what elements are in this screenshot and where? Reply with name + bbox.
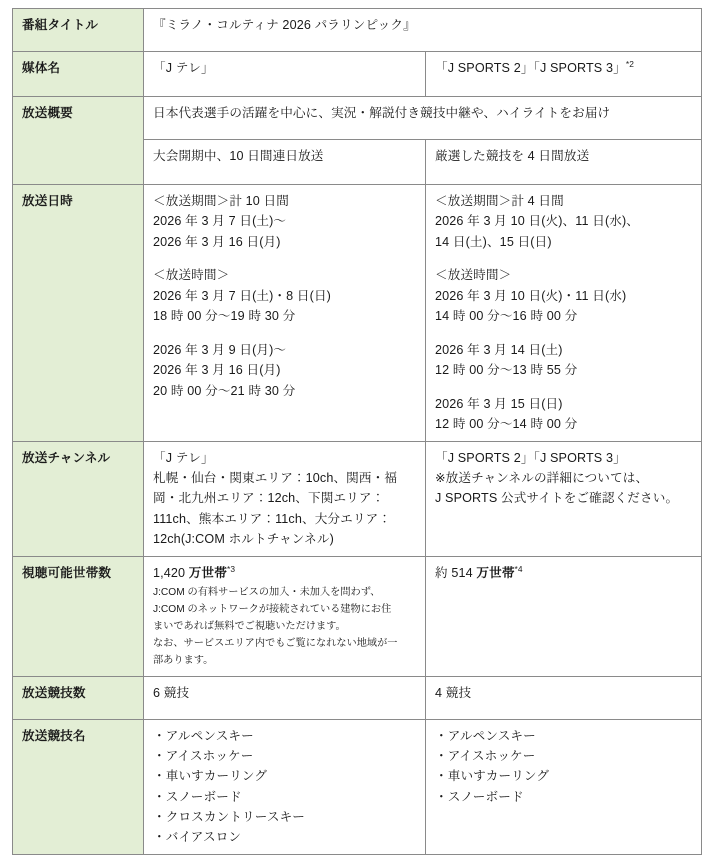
text-line: 2026 年 3 月 15 日(日) bbox=[435, 396, 563, 411]
cell-broadcast-channel-left bbox=[144, 441, 426, 556]
line-spacer bbox=[435, 327, 693, 340]
table-row-broadcast-channel bbox=[13, 441, 702, 556]
households-right-number: 約 514 bbox=[435, 565, 477, 580]
text-line: ・アルペンスキー bbox=[153, 728, 254, 743]
text-line: ・アルペンスキー bbox=[435, 728, 536, 743]
households-left-unit: 万世帯 bbox=[188, 565, 227, 580]
row-label-program-title: 番組タイトル bbox=[13, 9, 144, 52]
text-line: ・スノーボード bbox=[435, 789, 524, 804]
text-line: 岡・北九州エリア：12ch、下関エリア： bbox=[153, 491, 385, 506]
text-line: ＜放送時間＞ bbox=[153, 268, 230, 283]
table-row-broadcast-overview-top bbox=[13, 97, 702, 140]
footnote-marker-3: *3 bbox=[226, 563, 236, 574]
text-line: ・クロスカントリースキー bbox=[153, 810, 306, 825]
table-row-broadcast-datetime bbox=[13, 185, 702, 442]
text-line: 2026 年 3 月 16 日(月) bbox=[153, 234, 281, 249]
text-line: ・アイスホッケー bbox=[435, 748, 536, 763]
text-line: ※放送チャンネルの詳細については、 bbox=[435, 470, 649, 485]
line-spacer bbox=[153, 252, 417, 265]
cell-viewable-households-left bbox=[144, 556, 426, 676]
text-line: J SPORTS 公式サイトをご確認ください。 bbox=[435, 491, 679, 506]
row-label-media-name: 媒体名 bbox=[13, 52, 144, 97]
text-line: 20 時 00 分～21 時 30 分 bbox=[153, 383, 296, 398]
media-name-right-text: 「J SPORTS 2」「J SPORTS 3」 bbox=[435, 61, 626, 75]
households-right-unit: 万世帯 bbox=[476, 565, 515, 580]
row-label-broadcast-datetime: 放送日時 bbox=[13, 185, 144, 442]
table-row-sport-count bbox=[13, 676, 702, 719]
table-row-program-title bbox=[13, 9, 702, 52]
text-line: 12 時 00 分～14 時 00 分 bbox=[435, 417, 578, 432]
cell-sport-names-right bbox=[426, 719, 702, 854]
text-line: 12ch(J:COM ホルトチャンネル) bbox=[153, 532, 334, 547]
households-left-number: 1,420 bbox=[153, 565, 189, 580]
text-line: J:COM の有料サービスの加入・未加入を問わず、 bbox=[153, 586, 381, 598]
cell-broadcast-overview-headline: 日本代表選手の活躍を中心に、実況・解説付き競技中継や、ハイライトをお届け bbox=[144, 97, 702, 140]
cell-broadcast-overview-left: 大会開期中、10 日間連日放送 bbox=[144, 140, 426, 185]
cell-media-name-right bbox=[426, 52, 702, 97]
text-line: ＜放送時間＞ bbox=[435, 268, 512, 283]
text-line: 2026 年 3 月 10 日(火)、11 日(水)、 bbox=[435, 214, 640, 229]
row-label-broadcast-channel: 放送チャンネル bbox=[13, 441, 144, 556]
broadcast-spec-table bbox=[12, 8, 702, 855]
cell-broadcast-channel-right bbox=[426, 441, 702, 556]
text-line: ・スノーボード bbox=[153, 789, 242, 804]
text-line: 2026 年 3 月 10 日(火)・11 日(水) bbox=[435, 288, 627, 303]
line-spacer bbox=[153, 327, 417, 340]
cell-media-name-left: 「J テレ」 bbox=[144, 52, 426, 97]
text-line: ・車いすカーリング bbox=[153, 769, 268, 784]
text-line: J:COM のネットワークが接続されている建物にお住 bbox=[153, 603, 392, 615]
text-line: 14 日(土)、15 日(日) bbox=[435, 234, 552, 249]
text-line: ・アイスホッケー bbox=[153, 748, 254, 763]
text-line: 14 時 00 分～16 時 00 分 bbox=[435, 309, 578, 324]
line-spacer bbox=[435, 381, 693, 394]
text-line: 「J テレ」 bbox=[153, 450, 214, 465]
households-left-headline bbox=[153, 563, 417, 583]
table-row-sport-names bbox=[13, 719, 702, 854]
cell-broadcast-overview-right: 厳選した競技を 4 日間放送 bbox=[426, 140, 702, 185]
text-line: 2026 年 3 月 7 日(土)・8 日(日) bbox=[153, 288, 331, 303]
text-line: 部あります。 bbox=[153, 654, 214, 666]
row-label-sport-names: 放送競技名 bbox=[13, 719, 144, 854]
table-row-viewable-households bbox=[13, 556, 702, 676]
text-line: 札幌・仙台・関東エリア：10ch、関西・福 bbox=[153, 470, 398, 485]
text-line: 111ch、熊本エリア：11ch、大分エリア： bbox=[153, 511, 392, 526]
text-line: 2026 年 3 月 16 日(月) bbox=[153, 363, 281, 378]
footnote-marker-4: *4 bbox=[514, 563, 523, 574]
row-label-sport-count: 放送競技数 bbox=[13, 676, 144, 719]
households-right-headline bbox=[435, 563, 693, 583]
line-spacer bbox=[435, 252, 693, 265]
footnote-marker-2: *2 bbox=[625, 58, 634, 69]
text-line: ・バイアスロン bbox=[153, 830, 242, 845]
text-line: まいであれば無料でご視聴いただけます。 bbox=[153, 620, 346, 632]
text-line: 12 時 00 分～13 時 55 分 bbox=[435, 363, 578, 378]
cell-broadcast-datetime-left bbox=[144, 185, 426, 442]
cell-viewable-households-right bbox=[426, 556, 702, 676]
text-line: ＜放送期間＞計 10 日間 bbox=[153, 194, 289, 208]
households-left-fineprint bbox=[153, 585, 417, 670]
cell-program-title-value: 『ミラノ・コルティナ 2026 パラリンピック』 bbox=[144, 9, 702, 52]
text-line: 2026 年 3 月 7 日(土)～ bbox=[153, 214, 287, 229]
cell-sport-count-left: 6 競技 bbox=[144, 676, 426, 719]
text-line: ・車いすカーリング bbox=[435, 769, 550, 784]
text-line: なお、サービスエリア内でもご覧になれない地域が一 bbox=[153, 637, 398, 649]
text-line: 2026 年 3 月 9 日(月)～ bbox=[153, 342, 287, 357]
row-label-broadcast-overview: 放送概要 bbox=[13, 97, 144, 185]
cell-sport-count-right: 4 競技 bbox=[426, 676, 702, 719]
text-line: 「J SPORTS 2」「J SPORTS 3」 bbox=[435, 450, 626, 465]
table-row-media-name bbox=[13, 52, 702, 97]
text-line: 2026 年 3 月 14 日(土) bbox=[435, 342, 563, 357]
cell-broadcast-datetime-right bbox=[426, 185, 702, 442]
cell-sport-names-left bbox=[144, 719, 426, 854]
text-line: 18 時 00 分～19 時 30 分 bbox=[153, 309, 296, 324]
text-line: ＜放送期間＞計 4 日間 bbox=[435, 194, 564, 208]
row-label-viewable-households: 視聴可能世帯数 bbox=[13, 556, 144, 676]
